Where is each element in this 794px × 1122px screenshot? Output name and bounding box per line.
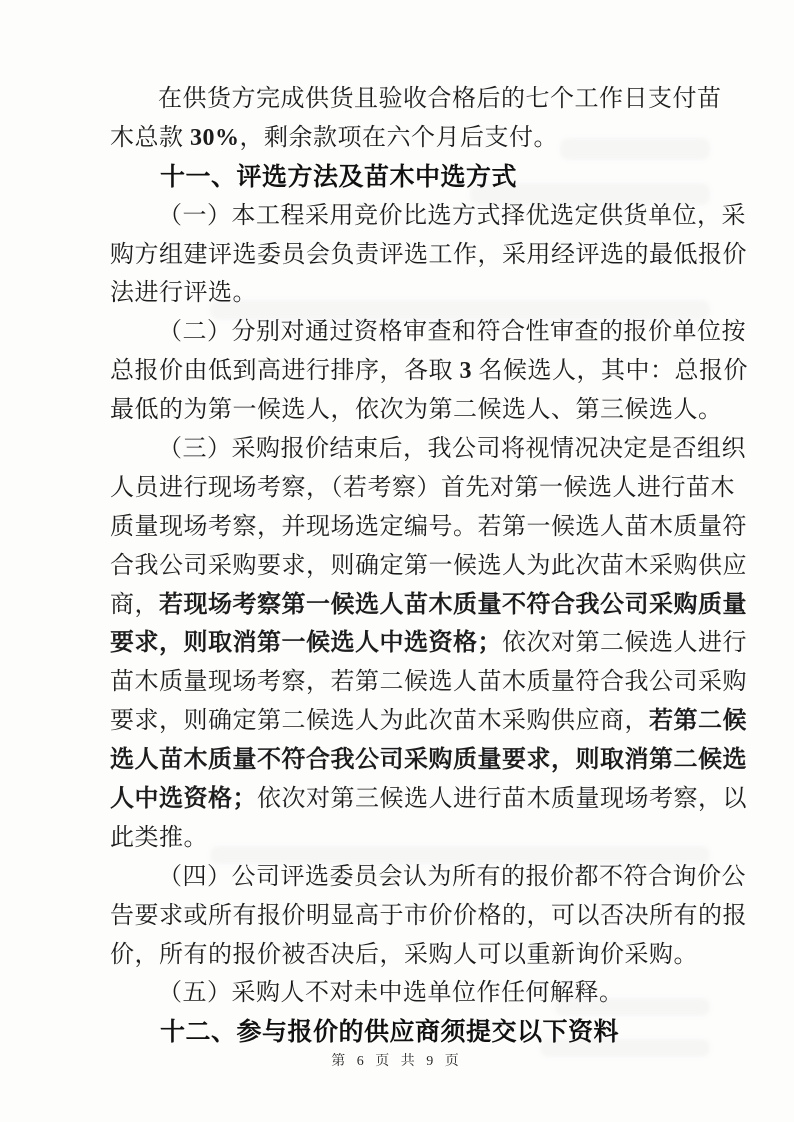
bold-text-run: 若现场考察第一候选人苗木质量不符合我公司采购质量 — [159, 591, 747, 618]
section-heading — [110, 1013, 714, 1052]
bold-text-run: 要求，则取消第一候选人中选资格； — [110, 630, 502, 657]
text-line — [110, 508, 747, 547]
text-line — [110, 236, 747, 275]
text-run: 依次对第二候选人进行 — [502, 630, 747, 657]
bold-text-run: 若第二候 — [649, 708, 747, 735]
text-line — [110, 547, 747, 586]
text-line — [110, 819, 714, 858]
page-footer: 第 6 页 共 9 页 — [331, 1054, 463, 1069]
text-run: 苗木质量现场考察，若第二候选人苗木质量符合我公司采购 — [110, 669, 747, 696]
text-line — [110, 586, 747, 625]
text-run: （五）采购人不对未中选单位作任何解释。 — [158, 980, 624, 1007]
text-line — [110, 624, 747, 663]
text-line — [110, 313, 746, 352]
text-line — [110, 663, 747, 702]
bold-text-run: 3 — [459, 358, 472, 385]
text-run: （四）公司评选委员会认为所有的报价都不符合询价公 — [158, 863, 746, 890]
text-run: 总报价由低到高进行排序，各取 — [110, 358, 460, 385]
text-line — [110, 936, 714, 975]
text-run: 法进行评选。 — [110, 280, 257, 307]
text-run: 十二、参与报价的供应商须提交以下资料 — [160, 1018, 620, 1047]
bold-text-run: 人中选资格； — [110, 786, 257, 813]
text-run: 要求，则确定第二候选人为此次苗木采购供应商， — [110, 708, 649, 735]
text-line — [110, 352, 748, 391]
text-line — [110, 858, 746, 897]
text-run: 依次对第三候选人进行苗木质量现场考察，以 — [257, 786, 747, 813]
text-line — [110, 274, 714, 313]
text-run: 价，所有的报价被否决后，采购人可以重新询价采购。 — [110, 941, 698, 968]
text-run: ，剩余款项在六个月后支付。 — [239, 124, 558, 151]
text-line — [110, 119, 714, 158]
text-line — [110, 430, 746, 469]
text-line — [110, 80, 722, 119]
text-run: 告要求或所有报价明显高于市价价格的，可以否决所有的报 — [110, 902, 747, 929]
text-run: 购方组建评选委员会负责评选工作，采用经评选的最低报价 — [110, 241, 747, 268]
text-line — [110, 469, 735, 508]
document-body — [110, 80, 748, 1052]
bold-text-run: 30% — [190, 124, 240, 151]
text-line — [110, 974, 714, 1013]
bold-text-run: 选人苗木质量不符合我公司采购质量要求，则取消第二候选 — [110, 747, 747, 774]
text-run: 最低的为第一候选人，依次为第二候选人、第三候选人。 — [110, 397, 723, 424]
text-run: 名候选人，其中：总报价 — [472, 358, 748, 385]
text-run: 人员进行现场考察，（若考察）首先对第一候选人进行苗木 — [110, 474, 735, 501]
text-run: 合我公司采购要求，则确定第一候选人为此次苗木采购供应 — [110, 552, 747, 579]
text-run: 商， — [110, 591, 159, 618]
text-run: （二）分别对通过资格审查和符合性审查的报价单位按 — [158, 319, 746, 346]
text-line — [110, 702, 747, 741]
text-run: 质量现场考察，并现场选定编号。若第一候选人苗木质量符 — [110, 513, 747, 540]
section-heading — [110, 158, 714, 197]
text-run: 木总款 — [110, 124, 190, 151]
text-line — [110, 780, 747, 819]
text-line — [110, 197, 746, 236]
text-line — [110, 897, 747, 936]
text-line — [110, 741, 747, 780]
text-run: （三）采购报价结束后，我公司将视情况决定是否组织 — [158, 436, 746, 463]
text-run: 在供货方完成供货且验收合格后的七个工作日支付苗 — [158, 86, 722, 112]
text-run: 十一、评选方法及苗木中选方式 — [160, 162, 518, 191]
text-run: 此类推。 — [110, 824, 208, 851]
text-line — [110, 391, 723, 430]
text-run: （一）本工程采用竞价比选方式择优选定供货单位，采 — [158, 202, 746, 229]
